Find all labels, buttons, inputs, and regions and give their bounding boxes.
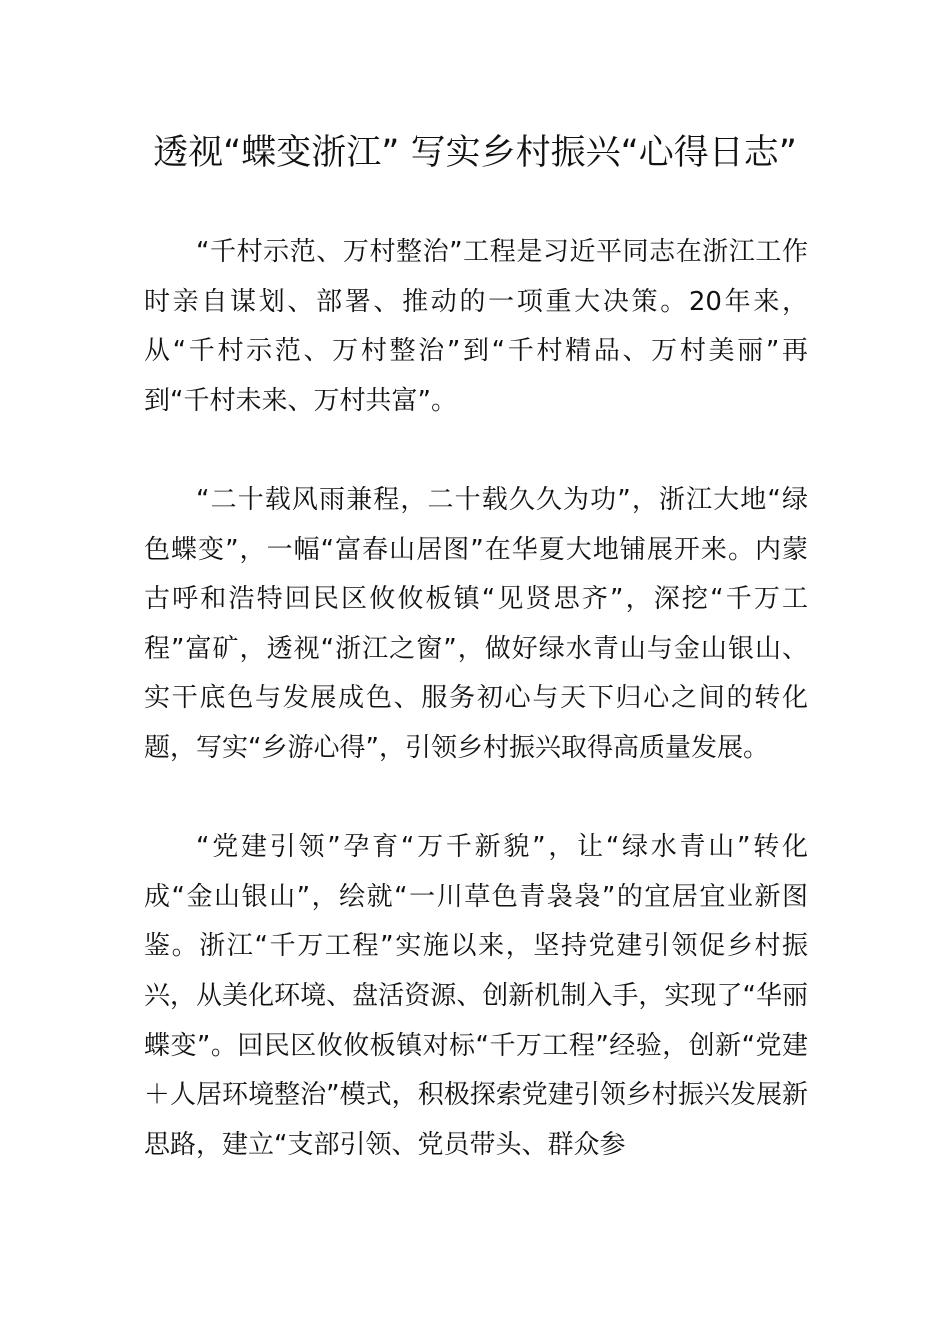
paragraph-2: “二十载风雨兼程，二十载久久为功”，浙江大地“绿色蝶变”，一幅“富春山居图”在华夏大地铺展开来。内蒙古呼和浩特回民区攸攸板镇“见贤思齐”，深挖“千万工程”富矿，透视“浙江之窗”，做好绿水青山与金山银山、实干底色与发展成色、服务初心与天下归心之间的转化题，写实“乡游心得”，引领乡村振兴取得高质量发展。 [144, 484, 808, 763]
paragraph-3: “党建引领”孕育“万千新貌”，让“绿水青山”转化成“金山银山”，绘就“一川草色青袅袅”的宜居宜业新图鉴。浙江“千万工程”实施以来，坚持党建引领促乡村振兴，从美化环境、盘活资源、创新机制入手，实现了“华丽蝶变”。回民区攸攸板镇对标“千万工程”经验，创新“党建＋人居环境整治”模式，积极探索党建引领乡村振兴发展新思路，建立“支部引领、党员带头、群众参 [144, 832, 808, 1160]
document-body [144, 228, 808, 1170]
document-title: 透视“蝶变浙江” 写实乡村振兴“心得日志” [153, 133, 797, 173]
paragraph-1: “千村示范、万村整治”工程是习近平同志在浙江工作时亲自谋划、部署、推动的一项重大决策。20年来，从“千村示范、万村整治”到“千村精品、万村美丽”再到“千村未来、万村共富”。 [144, 237, 808, 416]
